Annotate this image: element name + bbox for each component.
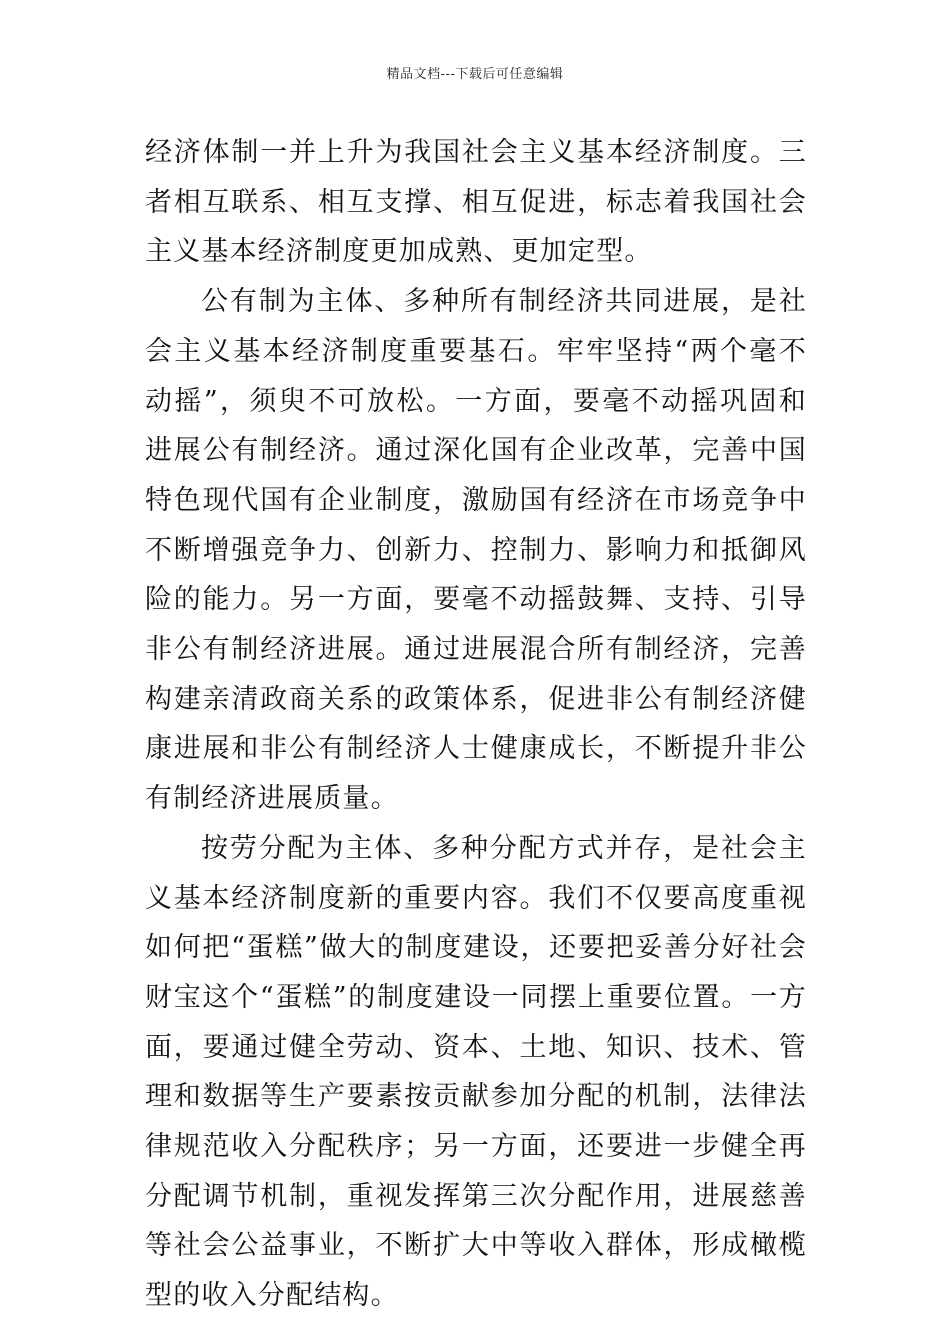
paragraph-3: 按劳分配为主体、多种分配方式并存，是社会主义基本经济制度新的重要内容。我们不仅要高度重视如何把“蛋糕”做大的制度建设，还要把妥善分好社会财宝这个“蛋糕”的制度建设一同摆上重要位置。一方面，要通过健全劳动、资本、土地、知识、技术、管理和数据等生产要素按贡献参加分配的机制，法律法律规范收入分配秩序；另一方面，还要进一步健全再分配调节机制，重视发挥第三次分配作用，进展慈善等社会公益事业，不断扩大中等收入群体，形成橄榄型的收入分配结构。: [145, 832, 807, 1312]
document-body: [145, 128, 807, 1321]
page-header: 精品文档---下载后可任意编辑: [386, 67, 564, 82]
paragraph-2: 公有制为主体、多种所有制经济共同进展，是社会主义基本经济制度重要基石。牢牢坚持“两个毫不动摇”，须臾不可放松。一方面，要毫不动摇巩固和进展公有制经济。通过深化国有企业改革，完善中国特色现代国有企业制度，激励国有经济在市场竞争中不断增强竞争力、创新力、控制力、影响力和抵御风险的能力。另一方面，要毫不动摇鼓舞、支持、引导非公有制经济进展。通过进展混合所有制经济，完善构建亲清政商关系的政策体系，促进非公有制经济健康进展和非公有制经济人士健康成长，不断提升非公有制经济进展质量。: [145, 286, 807, 815]
paragraph-1: 经济体制一并上升为我国社会主义基本经济制度。三者相互联系、相互支撑、相互促进，标志着我国社会主义基本经济制度更加成熟、更加定型。: [145, 137, 807, 268]
